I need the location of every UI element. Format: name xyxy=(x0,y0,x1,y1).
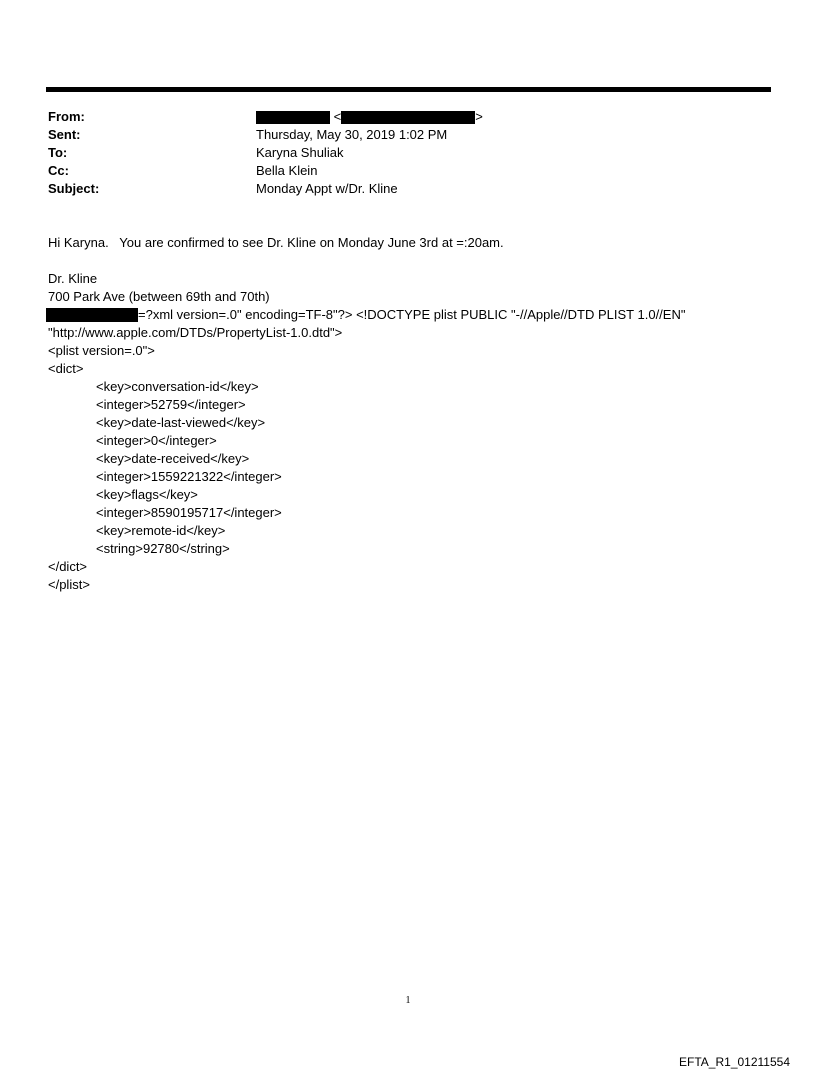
greeting-text: Hi Karyna. You are confirmed to see Dr. Kline on Monday June 3rd at =:20am. xyxy=(48,235,504,250)
from-bracket-close: > xyxy=(475,109,483,124)
redaction-block xyxy=(46,308,138,322)
dict-line: <key>flags</key> xyxy=(96,487,198,502)
xml-declaration-line: =?xml version=.0" encoding=TF-8"?> <!DOCTYPE plist PUBLIC "-//Apple//DTD PLIST 1.0//EN" xyxy=(138,307,686,322)
dict-open-tag: <dict> xyxy=(48,361,84,376)
to-value: Karyna Shuliak xyxy=(256,145,344,160)
sent-label: Sent: xyxy=(48,127,81,142)
dict-line: <integer>0</integer> xyxy=(96,433,217,448)
dict-line: <key>date-received</key> xyxy=(96,451,250,466)
address-text: 700 Park Ave (between 69th and 70th) xyxy=(48,289,270,304)
from-bracket-open: < xyxy=(333,109,342,124)
dict-line: <string>92780</string> xyxy=(96,541,230,556)
dict-line: <integer>8590195717</integer> xyxy=(96,505,282,520)
dict-line: <key>conversation-id</key> xyxy=(96,379,259,394)
header-divider xyxy=(46,87,771,92)
plist-open-tag: <plist version=.0"> xyxy=(48,343,155,358)
dict-line: <integer>52759</integer> xyxy=(96,397,246,412)
dict-line: <integer>1559221322</integer> xyxy=(96,469,282,484)
dict-line: <key>remote-id</key> xyxy=(96,523,226,538)
subject-label: Subject: xyxy=(48,181,100,196)
subject-value: Monday Appt w/Dr. Kline xyxy=(256,181,398,196)
dtd-url-line: "http://www.apple.com/DTDs/PropertyList-1.0.dtd"> xyxy=(48,325,343,340)
signature-name: Dr. Kline xyxy=(48,271,98,286)
page-number: 1 xyxy=(405,995,411,1006)
plist-close-tag: </plist> xyxy=(48,577,90,592)
to-label: To: xyxy=(48,145,68,160)
dict-line: <key>date-last-viewed</key> xyxy=(96,415,266,430)
from-label: From: xyxy=(48,109,85,124)
redaction-block xyxy=(341,111,475,124)
dict-close-tag: </dict> xyxy=(48,559,88,574)
cc-value: Bella Klein xyxy=(256,163,318,178)
document-id: EFTA_R1_01211554 xyxy=(679,1055,790,1069)
from-value xyxy=(256,108,483,126)
redaction-block xyxy=(256,111,330,124)
sent-value: Thursday, May 30, 2019 1:02 PM xyxy=(256,127,448,142)
cc-label: Cc: xyxy=(48,163,69,178)
